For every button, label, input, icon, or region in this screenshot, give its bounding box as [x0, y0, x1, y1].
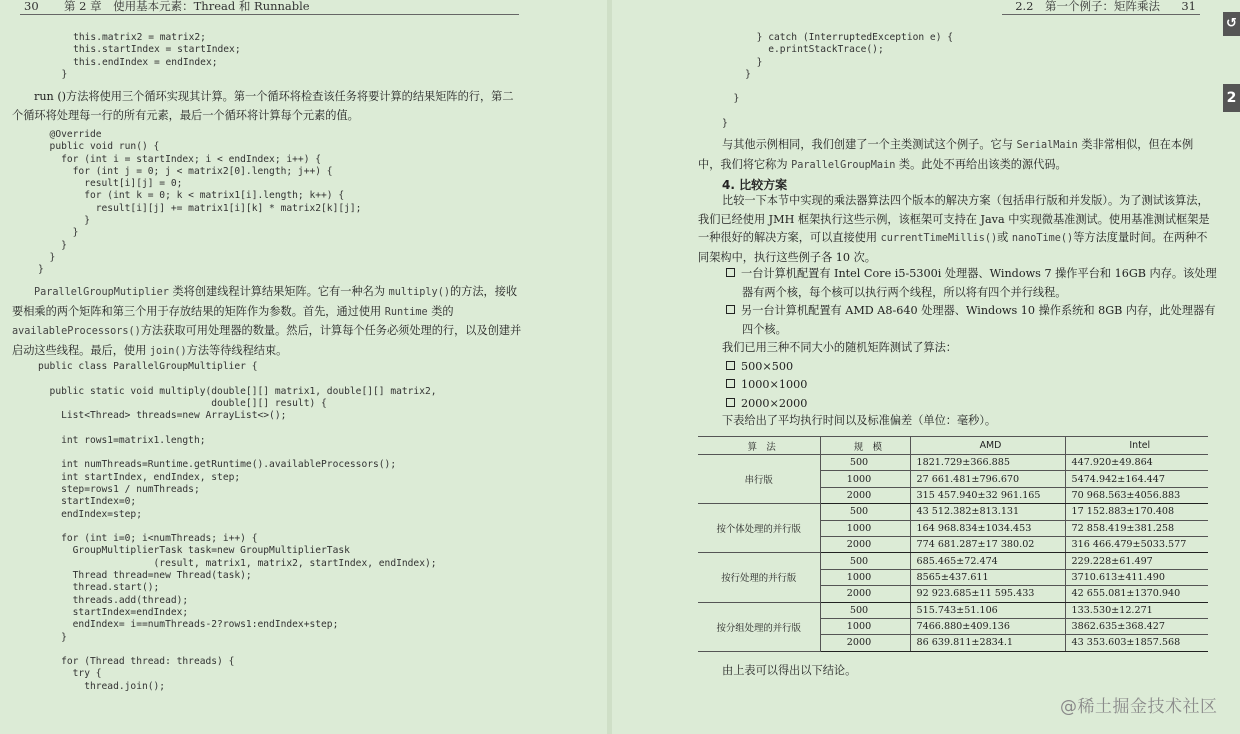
inline-code-join: join() — [149, 345, 187, 357]
amd-time-cell: 315 457.940±32 961.165 — [910, 487, 1065, 503]
table-header-row — [698, 437, 1208, 455]
size-cell: 500 — [820, 553, 910, 569]
conclusion-text: 由上表可以得出以下结论。 — [722, 664, 857, 677]
watermark: @稀土掘金技术社区 — [1060, 697, 1218, 717]
amd-time-cell: 7466.880±409.136 — [910, 618, 1065, 634]
column-header-amd: AMD — [910, 437, 1065, 455]
code-block-constructor-end: this.matrix2 = matrix2; this.startIndex = startIndex; this.endIndex = endIndex; } — [61, 32, 241, 80]
left-running-head — [20, 0, 519, 15]
algorithm-cell: 串行版 — [698, 455, 820, 504]
left-running-title: 第 2 章 使用基本元素：Thread 和 Runnable — [64, 0, 310, 13]
intel-time-cell: 316 466.479±5033.577 — [1065, 536, 1208, 552]
paragraph-run-method: run ()方法将使用三个循环实现其计算。第一个循环将检查该任务将要计算的结果矩阵的行，第二个循环将处理每一行的所有元素，最后一个循环将计算每个元素的值。 — [12, 90, 514, 122]
checkbox-bullet-icon — [726, 305, 735, 314]
size-cell: 500 — [820, 504, 910, 520]
intel-time-cell: 72 858.419±381.258 — [1065, 520, 1208, 536]
paragraph-compare: 比较一下本节中实现的乘法器算法四个版本的解决方案（包括串行版和并发版）。为了测试该算法，我们已经使用 JMH 框架执行这些示例，该框架可支持在 Java 中实现微基准测试。使用基准测试框架是一种很好的解决方案，可以直接使用 currentTimeMillis()或 nanoTime()等方法度量时间。在两种不同架构中，执行这些例子各 10 次。 — [698, 194, 1210, 264]
checkbox-bullet-icon — [726, 268, 735, 277]
size-cell: 500 — [820, 602, 910, 618]
machine-amd-item: 另一台计算机配置有 AMD A8-640 处理器、Windows 10 操作系统和 8GB 内存，此处理器有四个核。 — [726, 302, 1226, 339]
code-block-run-method: @Override public void run() { for (int i = startIndex; i < endIndex; i++) { for (int j = 0; j < matrix2[0].length; j++) { result[i][j] = 0; for (int k = 0; k < matrix1[i].length; k++) { result[i][j] += matrix1[i][k] * matrix2[k][j]; } } } } } — [38, 129, 362, 276]
table-row — [698, 602, 1208, 618]
sizes-intro: 我们已用三种不同大小的随机矩阵测试了算法： — [722, 341, 957, 354]
intel-time-cell: 43 353.603±1857.568 — [1065, 635, 1208, 651]
right-running-head — [1002, 0, 1200, 15]
size-cell: 2000 — [820, 586, 910, 602]
inline-code-parallel-group-main: ParallelGroupMain — [791, 159, 896, 171]
paragraph-main-class: 与其他示例相同，我们创建了一个主类测试这个例子。它与 SerialMain 类非常相似，但在本例中，我们将它称为 ParallelGroupMain 类。此处不再给出该类的源代码。 — [698, 138, 1194, 171]
size-cell: 1000 — [820, 569, 910, 585]
intel-time-cell: 70 968.563±4056.883 — [1065, 487, 1208, 503]
intel-time-cell: 3862.635±368.427 — [1065, 618, 1208, 634]
amd-time-cell: 515.743±51.106 — [910, 602, 1065, 618]
code-block-parallel-group-multiplier: public class ParallelGroupMultiplier { public static void multiply(double[][] matrix1, double[][] matrix2, double[][] result) { List<Thread> threads=new ArrayList<>(); int rows1=matrix1.length; int numThreads=Runtime.getRuntime().availableProcessors(); int startIndex, endIndex, step; step=rows1 / numThreads; startIndex=0; endIndex=step; for (int i=0; i<numThreads; i++) { GroupMultiplierTask task=new GroupMultiplierTask (result, matrix1, matrix2, startIndex, endIndex); Thread thread=new Thread(task); thread.start(); threads.add(thread); startIndex=endIndex; endIndex= i==numThreads-2?rows1:endIndex+step; } for (Thread thread: threads) { try { thread.join(); — [38, 361, 437, 692]
intel-time-cell: 447.920±49.864 — [1065, 455, 1208, 471]
table-intro: 下表给出了平均执行时间以及标准偏差（单位：毫秒）。 — [722, 414, 997, 427]
amd-time-cell: 8565±437.611 — [910, 569, 1065, 585]
checkbox-bullet-icon — [726, 361, 735, 370]
size-cell: 1000 — [820, 618, 910, 634]
algorithm-cell: 按行处理的并行版 — [698, 553, 820, 602]
size-item: 500×500 — [726, 358, 793, 377]
right-page-number: 31 — [1181, 0, 1196, 13]
column-header-algorithm: 算 法 — [698, 437, 820, 455]
right-page — [612, 0, 1240, 734]
inline-code-multiply: multiply() — [388, 287, 450, 298]
size-cell: 2000 — [820, 536, 910, 552]
checkbox-bullet-icon — [726, 398, 735, 407]
algorithm-cell: 按分组处理的并行版 — [698, 602, 820, 651]
table-row — [698, 553, 1208, 569]
column-header-size: 规 模 — [820, 437, 910, 455]
inline-code-class-name: ParallelGroupMutiplier — [34, 287, 169, 298]
amd-time-cell: 164 968.834±1034.453 — [910, 520, 1065, 536]
paragraph-group-multiplier: ParallelGroupMutiplier 类将创建线程计算结果矩阵。它有一种名为 multiply()的方法，接收要相乘的两个矩阵和第三个用于存放结果的矩阵作为参数。首先，通过使用 Runtime 类的 availableProcessors()方法获取可用处理器的数量。然后，计算每个任务必须处理的行，以及创建并启动这些线程。最后，使用 join()方法等待线程结束。 — [12, 285, 522, 357]
inline-code-serial-main: SerialMain — [1016, 140, 1078, 151]
table-row — [698, 504, 1208, 520]
size-item: 2000×2000 — [726, 395, 807, 414]
size-cell: 1000 — [820, 520, 910, 536]
column-header-intel: Intel — [1065, 437, 1208, 455]
intel-time-cell: 42 655.081±1370.940 — [1065, 586, 1208, 602]
inline-code-available-processors: availableProcessors() — [12, 326, 141, 338]
size-item: 1000×1000 — [726, 376, 807, 395]
size-cell: 2000 — [820, 487, 910, 503]
amd-time-cell: 774 681.287±17 380.02 — [910, 536, 1065, 552]
algorithm-cell: 按个体处理的并行版 — [698, 504, 820, 553]
results-table — [698, 436, 1208, 652]
amd-time-cell: 43 512.382±813.131 — [910, 504, 1065, 520]
chapter-tab[interactable]: 2 — [1223, 84, 1240, 112]
left-page — [0, 0, 607, 734]
table-row — [698, 455, 1208, 471]
checkbox-bullet-icon — [726, 379, 735, 388]
size-cell: 1000 — [820, 471, 910, 487]
amd-time-cell: 1821.729±366.885 — [910, 455, 1065, 471]
intel-time-cell: 3710.613±411.490 — [1065, 569, 1208, 585]
amd-time-cell: 86 639.811±2834.1 — [910, 635, 1065, 651]
intel-time-cell: 5474.942±164.447 — [1065, 471, 1208, 487]
code-block-catch: } catch (InterruptedException e) { e.printStackTrace(); } } } } — [722, 32, 954, 130]
right-running-title: 2.2 第一个例子：矩阵乘法 — [1015, 0, 1160, 13]
intel-time-cell: 229.228±61.497 — [1065, 553, 1208, 569]
size-cell: 500 — [820, 455, 910, 471]
refresh-icon[interactable]: ↺ — [1223, 12, 1240, 36]
amd-time-cell: 685.465±72.474 — [910, 553, 1065, 569]
intel-time-cell: 133.530±12.271 — [1065, 602, 1208, 618]
inline-code-current-time-millis: currentTimeMillis() — [880, 233, 998, 245]
intel-time-cell: 17 152.883±170.408 — [1065, 504, 1208, 520]
amd-time-cell: 27 661.481±796.670 — [910, 471, 1065, 487]
section-heading: 4. 比较方案 — [722, 178, 788, 192]
inline-code-runtime: Runtime — [384, 306, 428, 318]
inline-code-nano-time: nanoTime() — [1011, 233, 1074, 245]
size-cell: 2000 — [820, 635, 910, 651]
amd-time-cell: 92 923.685±11 595.433 — [910, 586, 1065, 602]
machine-intel-item: 一台计算机配置有 Intel Core i5-5300i 处理器、Windows 7 操作平台和 16GB 内存。该处理器有两个核，每个核可以执行两个线程，所以将有四个并行线程。 — [726, 265, 1226, 302]
left-page-number: 30 — [24, 0, 39, 13]
